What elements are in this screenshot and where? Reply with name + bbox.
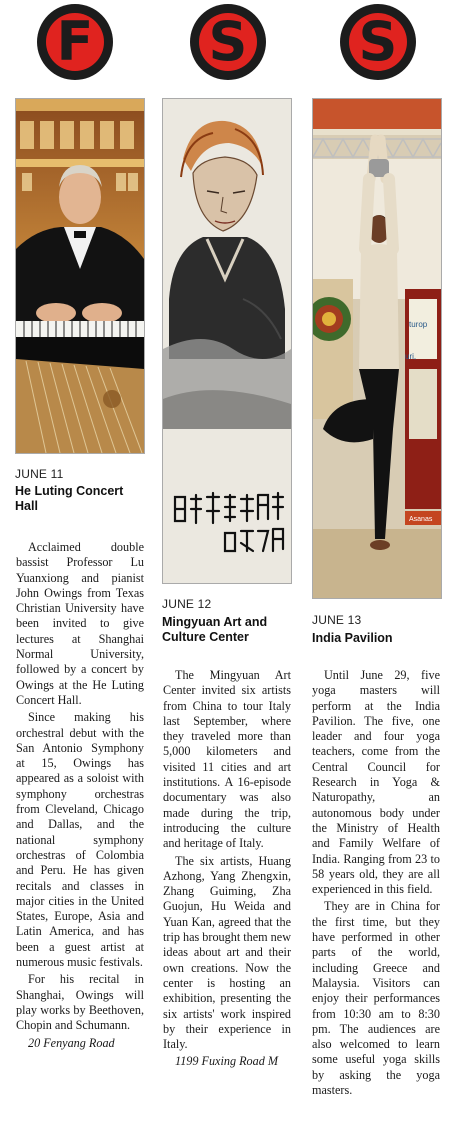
venue-mingyuan: Mingyuan Art and Culture Center [162,615,268,644]
paragraph: The Mingyuan Art Center invited six artists from China to tour Italy last September, where they traveled more than 5,000 kilometers and visited 11 cities and art institutions. A 16-episode documentary was also made during the trip, introducing the culture and heritage of Italy. [163,668,291,851]
paragraph: Since making his orchestral debut with the San Antonio Symphony at 15, Owings has appeared as a soloist with symphony orchestras from Cleveland, Chicago and Dallas, and the national symphony orchestras of Colombia and Peru. He has given recitals and classes in major cities in the United States, Europe, Asia and Latin America, and has been a guest artist at numerous music festivals. [16,710,144,970]
venue-india-pavilion: India Pavilion [312,631,393,645]
paragraph: They are in China for the first time, but they have performed in other parts of the world, including Greece and Malaysia. Visitors can enjoy their performances from 10:30 am to 8:30 pm. The audiences are also welcomed to learn some useful yoga skills by asking the yoga masters. [312,899,440,1098]
event-description-june-11 [16,540,144,1053]
event-date-june-11: JUNE 11 [15,467,64,481]
badge-letter: S [208,10,248,73]
event-date-june-13: JUNE 13 [312,613,362,627]
banner-sign: Asanas [409,516,433,523]
paragraph: For his recital in Shanghai, Owings will play works by Beethoven, Chopin and Schumann. [16,972,144,1033]
yoga-photo [312,98,442,599]
paragraph: Until June 29, five yoga masters will perform at the India Pavilion. The five, one leader and four yoga teachers, come from the Central Council for Research in Yoga & Naturopathy, an autonomous body under the Ministry of Health and Family Welfare of India. Ranging from 23 to 58 years old, they are all experienced in this field. [312,668,440,897]
badge-f [37,4,113,80]
badge-s-second [340,4,416,80]
event-address: 1199 Fuxing Road M [175,1054,279,1069]
event-description-june-12 [163,668,291,1072]
venue-he-luting: He Luting Concert Hall [15,484,124,513]
svg-text:uri,: uri, [405,352,417,361]
paragraph: The six artists, Huang Azhong, Yang Zhengxin, Zhang Guiming, Zha Guojun, Hu Weida and Yuan Kan, agreed that the trip has brought them new ideas about art and their own creations. Now the center is hosting an exhibition, presenting the six artists' work inspired by their experience in Italy. [163,853,291,1052]
badge-s-first [190,4,266,80]
badge-letter: F [56,10,94,73]
ink-painting [162,98,292,584]
paragraph: Acclaimed double bassist Professor Lu Yuanxiong and pianist John Owings from Texas Christian University have been invited to give lectures at Shanghai Normal University, followed by a concert by Owings at the He Luting Concert Hall. [16,540,144,707]
svg-text:turop: turop [409,320,428,329]
event-date-june-12: JUNE 12 [162,597,212,611]
event-address: 20 Fenyang Road [28,1035,115,1050]
badge-letter: S [358,10,398,73]
pianist-photo [15,98,145,454]
event-description-june-13 [312,668,440,1100]
